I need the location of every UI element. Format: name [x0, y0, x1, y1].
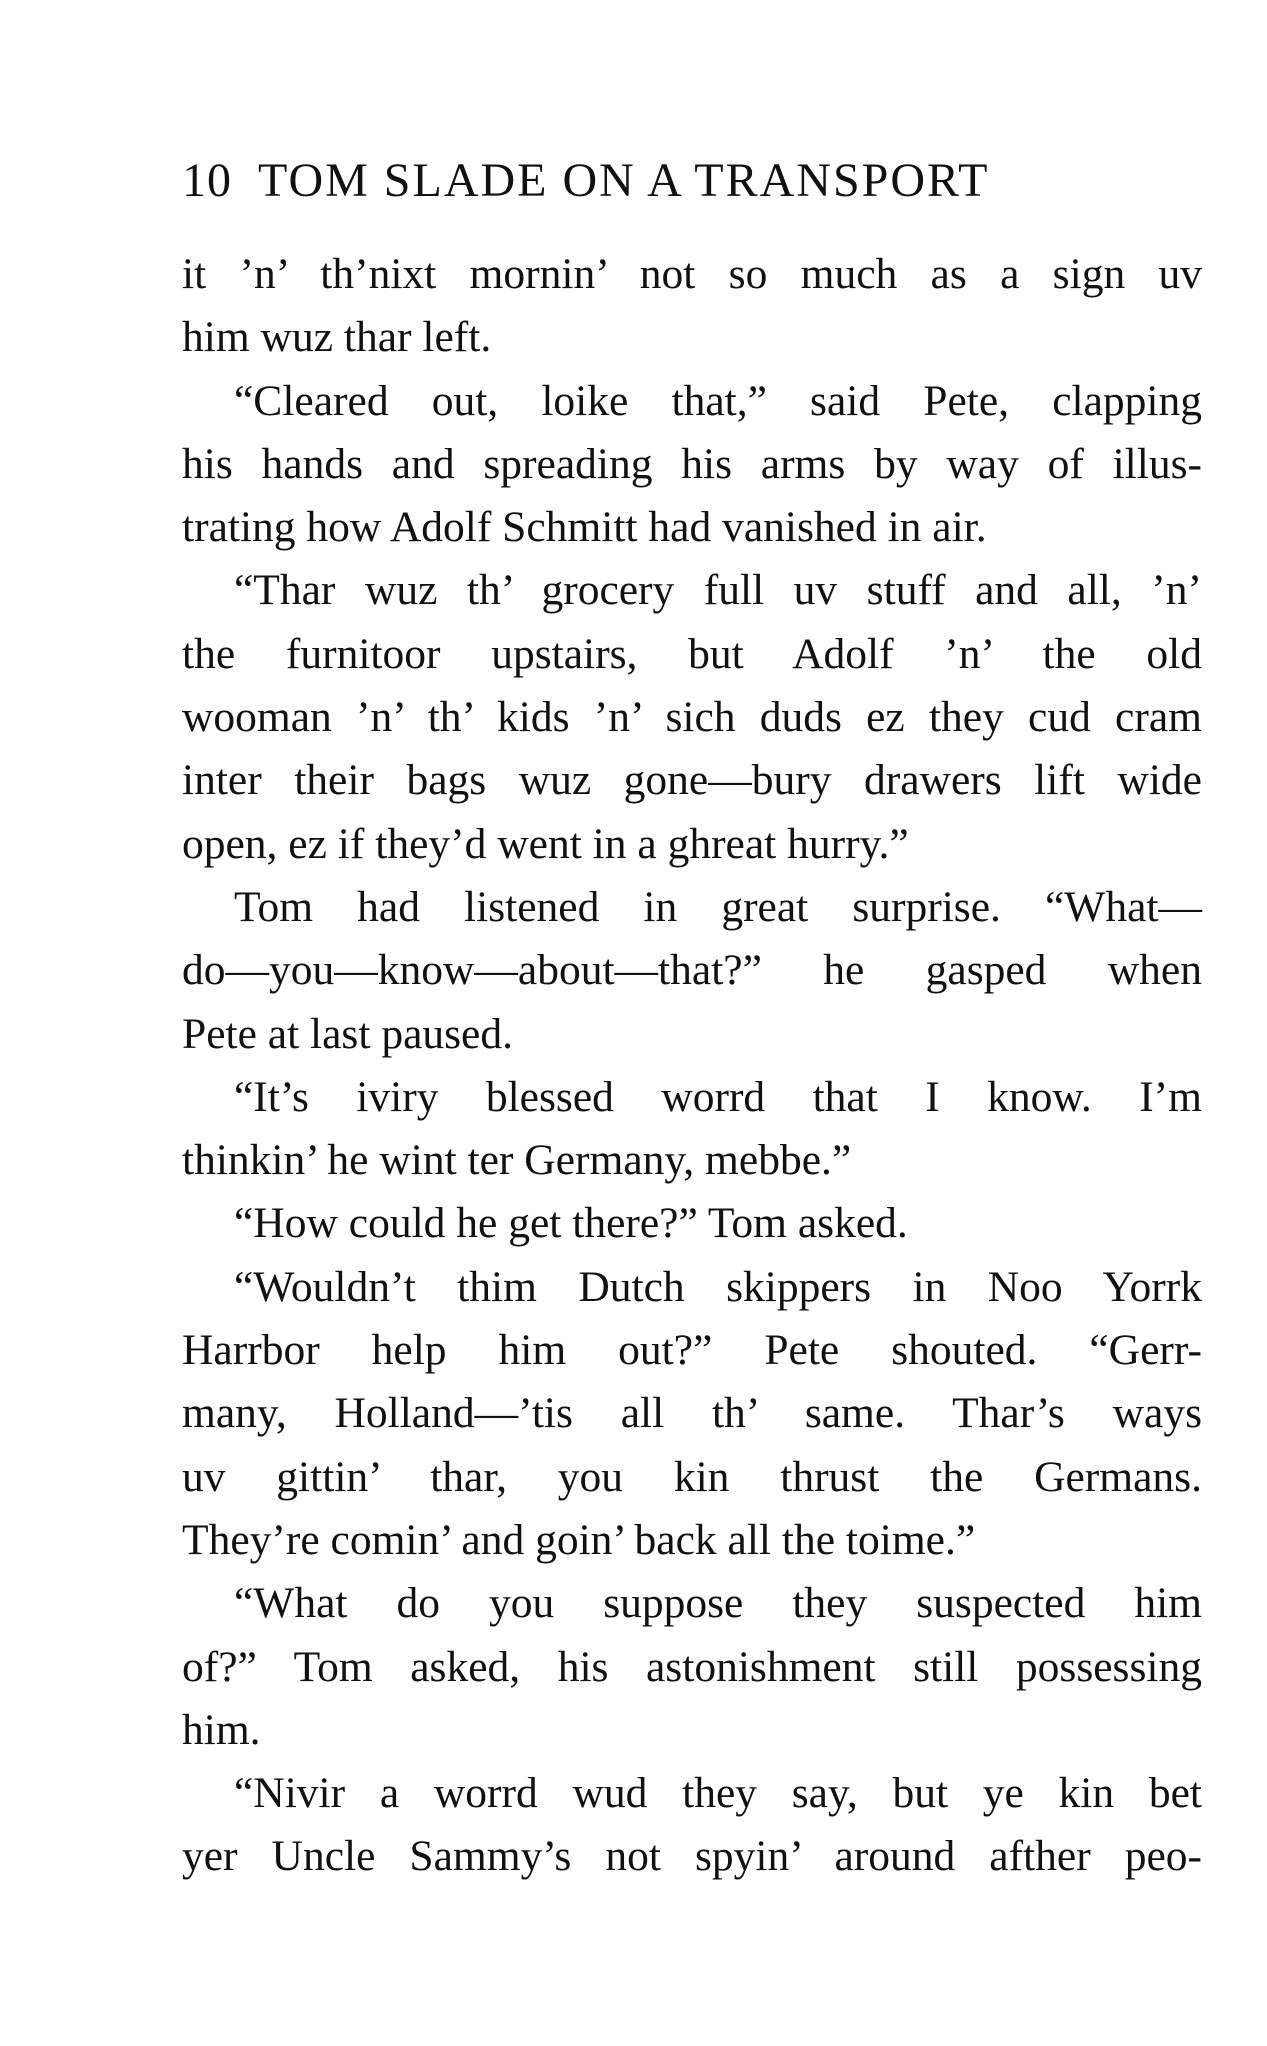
body-text	[182, 243, 1202, 1889]
text-line: of?” Tom asked, his astonishment still possessing	[182, 1642, 1202, 1691]
text-line: “Nivir a worrd wud they say, but ye kin bet	[234, 1769, 1202, 1818]
text-line: “It’s iviry blessed worrd that I know. I’m	[234, 1072, 1202, 1121]
text-line: “Thar wuz th’ grocery full uv stuff and all, ’n’	[234, 566, 1202, 615]
text-line: wooman ’n’ th’ kids ’n’ sich duds ez they cud cram	[182, 693, 1202, 742]
text-line: do—you—know—about—that?” he gasped when	[182, 946, 1202, 995]
text-line: it ’n’ th’nixt mornin’ not so much as a sign uv	[182, 250, 1202, 298]
text-line: thinkin’ he wint ter Germany, mebbe.”	[182, 1136, 852, 1185]
page-number: 10	[182, 154, 232, 207]
text-line: uv gittin’ thar, you kin thrust the Germans.	[182, 1452, 1202, 1501]
text-line: “Cleared out, loike that,” said Pete, clapping	[234, 376, 1202, 425]
text-line: “How could he get there?” Tom asked.	[234, 1199, 908, 1248]
text-line: “What do you suppose they suspected him	[234, 1579, 1202, 1628]
text-line: yer Uncle Sammy’s not spyin’ around afther peo-	[182, 1832, 1202, 1881]
text-line: many, Holland—’tis all th’ same. Thar’s ways	[182, 1389, 1202, 1438]
running-title: TOM SLADE ON A TRANSPORT	[258, 154, 990, 207]
text-line: Tom had listened in great surprise. “What—	[234, 882, 1202, 931]
text-line: They’re comin’ and goin’ back all the toime.”	[182, 1515, 976, 1564]
text-line: inter their bags wuz gone—bury drawers lift wide	[182, 756, 1202, 805]
text-line: the furnitoor upstairs, but Adolf ’n’ the old	[182, 629, 1202, 678]
text-line: Harrbor help him out?” Pete shouted. “Gerr-	[182, 1326, 1202, 1375]
text-line: him.	[182, 1705, 261, 1754]
text-line: him wuz thar left.	[182, 313, 492, 362]
text-line: his hands and spreading his arms by way of illus-	[182, 439, 1202, 488]
running-head	[182, 152, 1202, 210]
text-line: Pete at last paused.	[182, 1009, 513, 1058]
text-line: “Wouldn’t thim Dutch skippers in Noo Yorrk	[234, 1262, 1202, 1311]
text-line: trating how Adolf Schmitt had vanished in air.	[182, 503, 987, 552]
text-line: open, ez if they’d went in a ghreat hurry.”	[182, 819, 909, 868]
